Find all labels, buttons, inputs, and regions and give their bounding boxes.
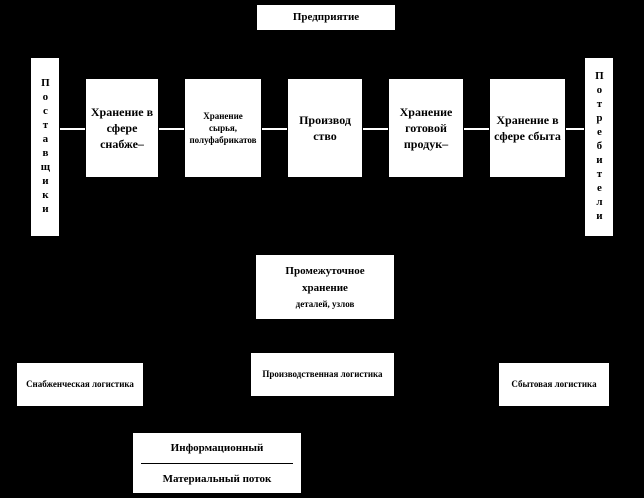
intermediate-storage-box: [255, 254, 395, 320]
legend-box: [132, 432, 302, 494]
stage-label-raw-materials: Хранение сырья, полуфабрикатов: [189, 110, 257, 146]
stage-box-raw-materials: [184, 78, 262, 178]
stage-label-storage-sales: Хранение в сфере сбыта: [494, 112, 561, 143]
legend-label-information-flow: Информационный: [170, 441, 264, 454]
legend-row-material-flow: [141, 473, 293, 485]
logistics-box-supply: [16, 362, 144, 407]
suppliers-box: [30, 57, 60, 237]
suppliers-label: Поставщики: [39, 77, 52, 217]
stage-box-storage-supply: [85, 78, 159, 178]
stage-label-production: Производ ство: [299, 112, 351, 143]
connector-line-4-5: [464, 128, 489, 130]
consumers-box: [584, 57, 614, 237]
enterprise-box: [256, 4, 396, 31]
stage-label-finished-goods: Хранение готовой продук–: [399, 104, 453, 152]
stage-label-storage-supply: Хранение в сфере снабже–: [90, 104, 154, 152]
logistics-box-sales: [498, 362, 610, 407]
intermediate-storage-line1: Промежуточное: [285, 265, 365, 278]
connector-line-3-4: [363, 128, 388, 130]
logistics-box-production: [250, 352, 395, 397]
stage-box-finished-goods: [388, 78, 464, 178]
legend-row-information-flow: [141, 442, 293, 454]
enterprise-label: Предприятие: [292, 11, 360, 24]
connector-line-1-2: [159, 128, 184, 130]
logistics-label-sales: Сбытовая логистика: [511, 379, 597, 390]
legend-label-material-flow: Материальный поток: [162, 472, 272, 485]
consumers-label: Потребители: [593, 70, 606, 224]
connector-line-right: [566, 128, 584, 130]
logistics-label-supply: Снабженческая логистика: [26, 379, 134, 390]
stage-box-storage-sales: [489, 78, 566, 178]
stage-box-production: [287, 78, 363, 178]
connector-line-2-3: [262, 128, 287, 130]
connector-line-top-left: [60, 128, 85, 130]
intermediate-storage-line2: хранение: [302, 281, 348, 294]
intermediate-storage-line3: деталей, узлов: [295, 298, 355, 309]
logistics-label-production: Производственная логистика: [262, 369, 383, 380]
legend-divider: [141, 463, 293, 464]
